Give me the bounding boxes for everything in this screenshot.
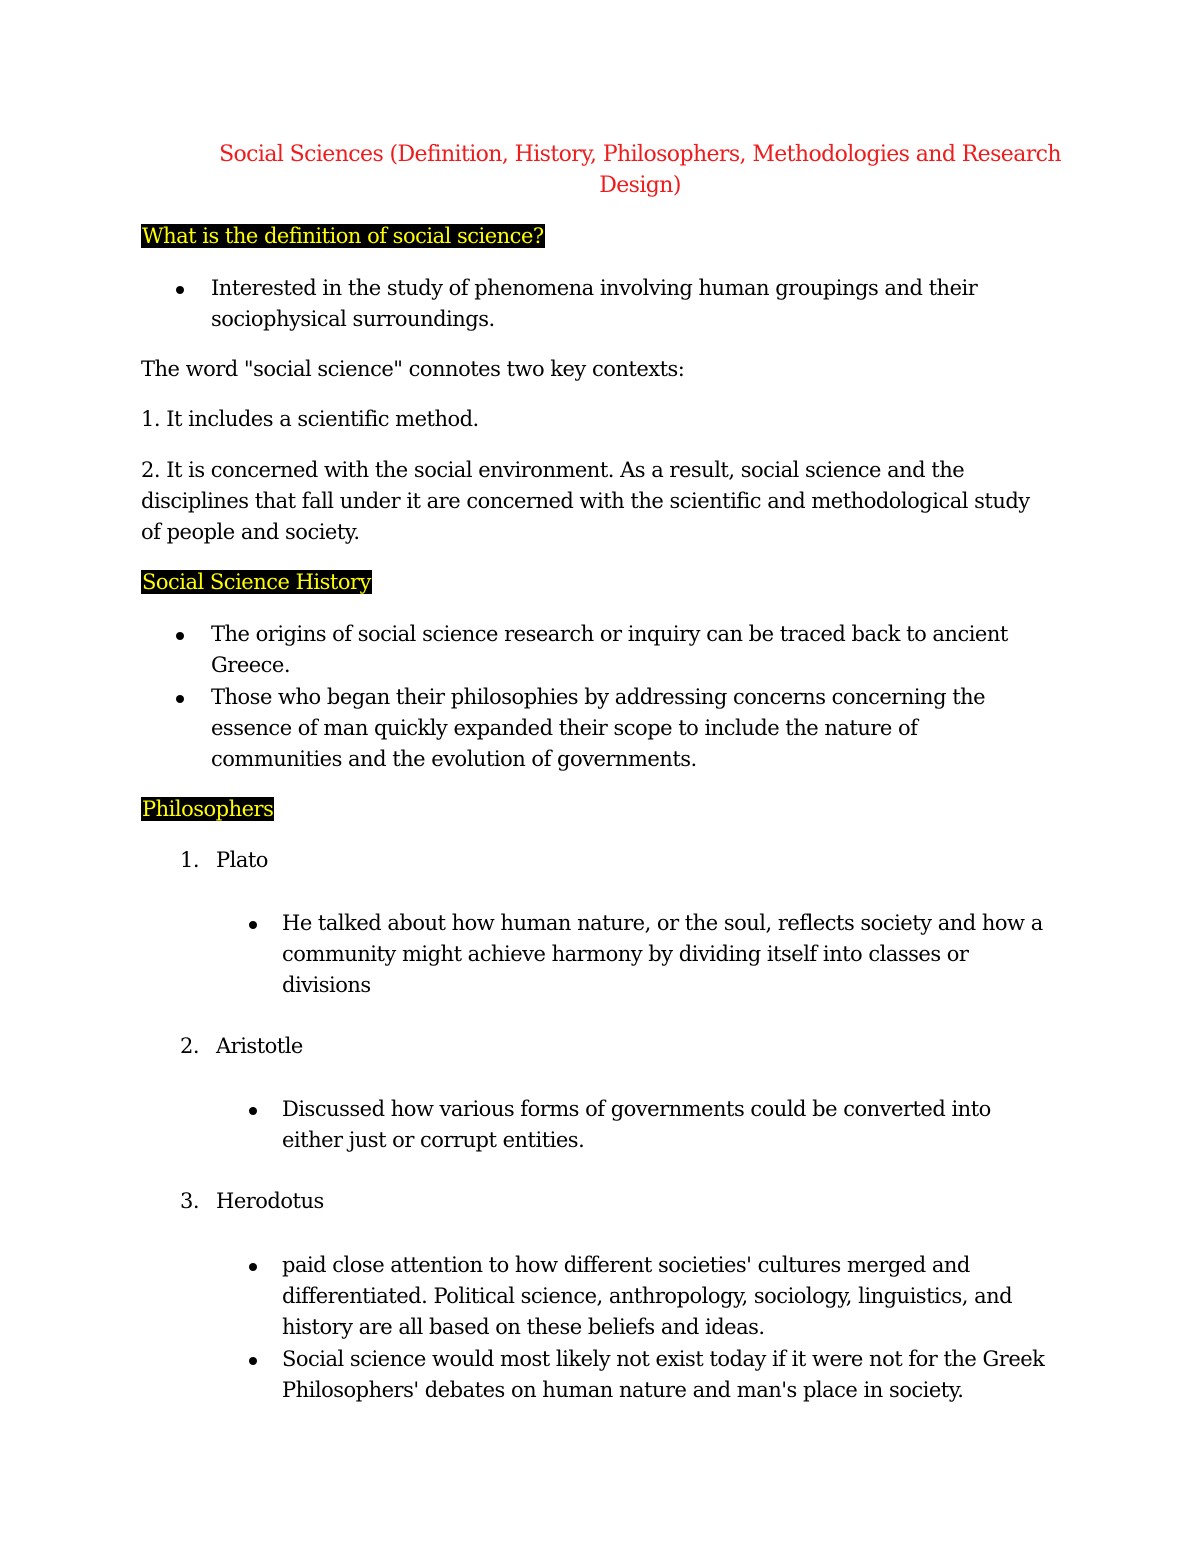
plato-bullet-1-line-2: community might achieve harmony by dividing itself into classes or [282,942,969,966]
definition-point-2-line-1: 2. It is concerned with the social environment. As a result, social science and the [141,458,965,482]
herodotus-bullet-1 [282,1250,1012,1343]
history-bullet-1 [211,619,1008,681]
herodotus-bullet-1-line-3: history are all based on these beliefs and ideas. [282,1315,765,1339]
bullet-icon [249,1357,257,1365]
bullet-icon [176,695,184,703]
herodotus-bullet-1-line-1: paid close attention to how different societies' cultures merged and [282,1253,970,1277]
plato-bullet-1-line-1: He talked about how human nature, or the soul, reflects society and how a [282,911,1043,935]
bullet-icon [176,632,184,640]
aristotle-bullet-1-line-1: Discussed how various forms of governments could be converted into [282,1097,991,1121]
list-number: 3. [180,1189,200,1213]
bullet-icon [249,1263,257,1271]
philosopher-name-aristotle: Aristotle [216,1034,303,1058]
aristotle-bullet-1 [282,1094,991,1156]
philosopher-name-herodotus: Herodotus [216,1189,324,1213]
aristotle-bullet-1-line-2: either just or corrupt entities. [282,1128,585,1152]
history-heading [141,567,372,598]
herodotus-bullet-2-line-1: Social science would most likely not exist today if it were not for the Greek [282,1347,1045,1371]
bullet-icon [249,921,257,929]
bullet-icon [249,1107,257,1115]
document-title [140,139,1140,201]
title-line-1: Social Sciences (Definition, History, Philosophers, Methodologies and Research [219,142,1061,167]
history-bullet-1-line-2: Greece. [211,653,291,677]
history-bullet-2 [211,682,985,775]
definition-intro: The word "social science" connotes two key contexts: [141,357,685,381]
plato-bullet-1 [282,908,1043,1001]
definition-point-2-line-3: of people and society. [141,520,360,544]
list-number: 1. [180,848,200,872]
definition-heading [141,221,545,252]
history-bullet-2-line-3: communities and the evolution of governments. [211,747,697,771]
definition-bullet-1-line-2: sociophysical surroundings. [211,307,495,331]
herodotus-bullet-2-line-2: Philosophers' debates on human nature and man's place in society. [282,1378,964,1402]
definition-heading-text: What is the definition of social science? [142,224,544,248]
definition-bullet-1 [211,273,977,335]
list-number: 2. [180,1034,200,1058]
definition-bullet-1-line-1: Interested in the study of phenomena involving human groupings and their [211,276,978,300]
philosophers-heading [141,794,274,825]
history-heading-text: Social Science History [142,570,371,594]
history-bullet-1-line-1: The origins of social science research or inquiry can be traced back to ancient [211,622,1008,646]
definition-point-2 [141,455,1030,548]
plato-bullet-1-line-3: divisions [282,973,371,997]
philosopher-name-plato: Plato [216,848,268,872]
title-line-2: Design) [599,173,681,198]
history-bullet-2-line-2: essence of man quickly expanded their scope to include the nature of [211,716,918,740]
philosophers-heading-text: Philosophers [142,797,274,821]
definition-point-1: 1. It includes a scientific method. [141,407,479,431]
history-bullet-2-line-1: Those who began their philosophies by addressing concerns concerning the [211,685,986,709]
herodotus-bullet-2 [282,1344,1044,1406]
herodotus-bullet-1-line-2: differentiated. Political science, anthropology, sociology, linguistics, and [282,1284,1013,1308]
bullet-icon [176,286,184,294]
definition-point-2-line-2: disciplines that fall under it are concerned with the scientific and methodological study [141,489,1030,513]
